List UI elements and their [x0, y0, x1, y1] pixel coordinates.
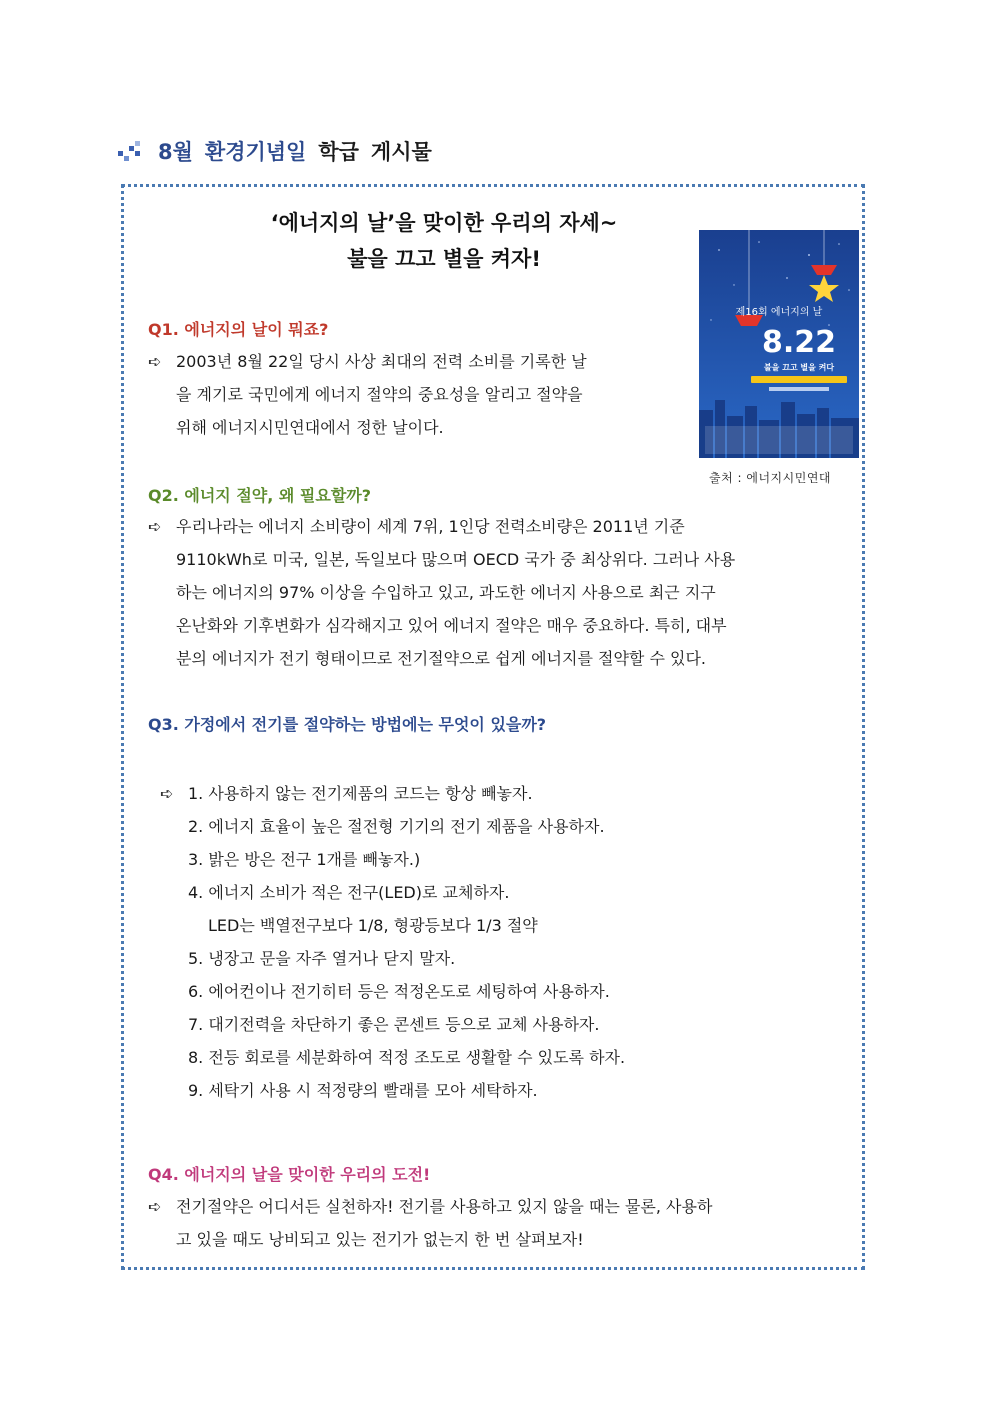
answer-1 [148, 345, 688, 444]
list-item: 6. 에어컨이나 전기히터 등은 적정온도로 세팅하여 사용하자. [188, 982, 610, 1001]
list-item: 3. 밝은 방은 전구 1개를 빼놓자.) [188, 850, 421, 869]
poster-date: 8.22 [761, 325, 837, 360]
header-board: 게시물 [370, 140, 432, 164]
header-dots-icon [118, 141, 140, 161]
list-item: 9. 세탁기 사용 시 적정량의 빨래를 모아 세탁하자. [188, 1081, 538, 1100]
arrow-icon: ➪ [148, 517, 162, 536]
header-month: 8월 [158, 140, 193, 164]
answer-1-line-1: ➪ 2003년 8월 22일 당시 사상 최대의 전력 소비를 기록한 날 [148, 345, 688, 378]
list-item: 2. 에너지 효율이 높은 절전형 기기의 전기 제품을 사용하자. [188, 817, 605, 836]
question-4: Q4. 에너지의 날을 맞이한 우리의 도전! [148, 1165, 431, 1184]
arrow-icon: ➪ [160, 784, 174, 803]
header-class: 학급 [318, 140, 359, 164]
list-item: 4. 에너지 소비가 적은 전구(LED)로 교체하자. [188, 883, 510, 902]
answer-2-line-3: 하는 에너지의 97% 이상을 수입하고 있고, 과도한 에너지 사용으로 최근 지구 [176, 583, 716, 602]
energy-day-poster [699, 230, 859, 458]
poster-headline: 제16회 에너지의 날 [735, 307, 823, 318]
answer-2-line-2: 9110kWh로 미국, 일본, 독일보다 많으며 OECD 국가 중 최상위다. 그러나 사용 [176, 550, 736, 569]
title-line-2: 불을 끄고 별을 켜자! [347, 247, 541, 271]
answer-4-line-1: ➪ 전기절약은 어디서든 실천하자! 전기를 사용하고 있지 않을 때는 물론, 사용하 [148, 1190, 848, 1223]
answer-4 [148, 1190, 848, 1256]
list-item-note: LED는 백열전구보다 1/8, 형광등보다 1/3 절약 [208, 916, 538, 935]
poster-slogan: 불을 끄고 별을 켜다 [763, 363, 835, 372]
tips-list [160, 777, 625, 1107]
board-title [184, 205, 704, 277]
page-header [118, 136, 432, 166]
arrow-icon: ➪ [148, 352, 162, 371]
answer-2-line-1: ➪ 우리나라는 에너지 소비량이 세계 7위, 1인당 전력소비량은 2011년 기준 [148, 510, 848, 543]
answer-2-line-5: 분의 에너지가 전기 형태이므로 전기절약으로 쉽게 에너지를 절약할 수 있다. [176, 649, 706, 668]
list-item: 8. 전등 회로를 세분화하여 적정 조도로 생활할 수 있도록 하자. [188, 1048, 626, 1067]
list-item: ➪ 1. 사용하지 않는 전기제품의 코드는 항상 빼놓자. [160, 777, 625, 810]
answer-2-line-4: 온난화와 기후변화가 심각해지고 있어 에너지 절약은 매우 중요하다. 특히, 대부 [176, 616, 727, 635]
question-3: Q3. 가정에서 전기를 절약하는 방법에는 무엇이 있을까? [148, 715, 547, 734]
bulletin-board [121, 184, 865, 1270]
list-item: 5. 냉장고 문을 자주 열거나 닫지 말자. [188, 949, 456, 968]
title-line-1: ‘에너지의 날’을 맞이한 우리의 자세~ [270, 211, 618, 235]
header-topic: 환경기념일 [204, 140, 307, 164]
arrow-icon: ➪ [148, 1197, 162, 1216]
answer-2 [148, 510, 848, 675]
answer-1-line-3: 위해 에너지시민연대에서 정한 날이다. [176, 418, 444, 437]
poster-source: 출처 : 에너지시민연대 [709, 471, 832, 485]
question-2: Q2. 에너지 절약, 왜 필요할까? [148, 486, 372, 505]
answer-1-line-2: 을 계기로 국민에게 에너지 절약의 중요성을 알리고 절약을 [176, 385, 583, 404]
question-1: Q1. 에너지의 날이 뭐죠? [148, 320, 329, 339]
list-item: 7. 대기전력을 차단하기 좋은 콘센트 등으로 교체 사용하자. [188, 1015, 600, 1034]
answer-4-line-2: 고 있을 때도 낭비되고 있는 전기가 없는지 한 번 살펴보자! [176, 1230, 584, 1249]
